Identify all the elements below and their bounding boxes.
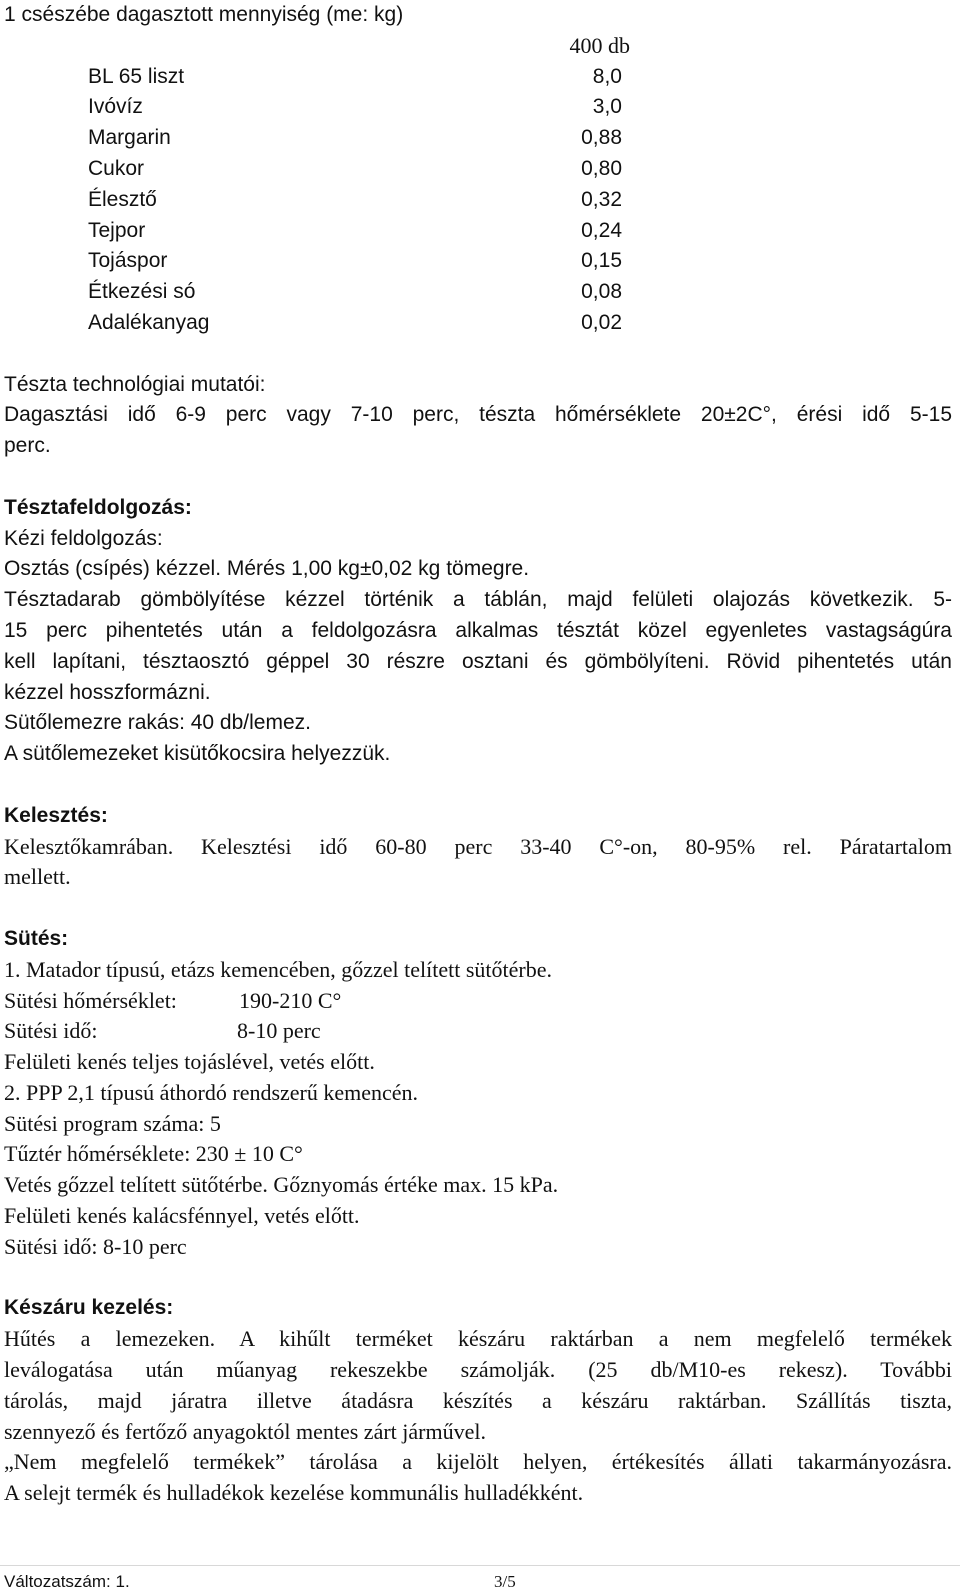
baking-line: Sütési program száma: 5 bbox=[4, 1110, 221, 1136]
ingredient-row bbox=[88, 154, 626, 185]
intro-line: 1 csészébe dagasztott mennyiség (me: kg) bbox=[4, 3, 404, 26]
proofing-line: mellett. bbox=[4, 864, 71, 890]
finished-goods-line: „Nem megfelelő termékek” tárolása a kijelölt helyen, értékesítés állati takarmányozásra. bbox=[4, 1449, 952, 1475]
processing-line: A sütőlemezeket kisütőkocsira helyezzük. bbox=[4, 742, 391, 766]
technology-line: perc. bbox=[4, 434, 51, 458]
ingredient-name: Cukor bbox=[88, 156, 145, 180]
baking-line: Sütési idő: 8-10 perc bbox=[4, 1233, 187, 1259]
baking-temperature-row bbox=[4, 986, 952, 1017]
document-page bbox=[4, 0, 952, 1509]
ingredient-row bbox=[88, 246, 626, 277]
footer-divider bbox=[0, 1565, 960, 1566]
ingredient-row bbox=[88, 123, 626, 154]
ingredient-name: Tojáspor bbox=[88, 249, 168, 273]
finished-goods-line: leválogatása után műanyag rekeszekbe számolják. (25 db/M10-es rekesz). További bbox=[4, 1357, 952, 1383]
ingredient-quantity: 0,08 bbox=[581, 280, 622, 304]
baking-line: Tűztér hőmérséklete: 230 ± 10 C° bbox=[4, 1141, 303, 1167]
baking-time-row bbox=[4, 1016, 952, 1047]
processing-line: 15 perc pihentetés után a feldolgozásra alkalmas tésztát közel egyenletes vastagságúra bbox=[4, 618, 952, 642]
page-footer bbox=[4, 1572, 516, 1592]
page-number: 3/5 bbox=[494, 1572, 516, 1591]
baking-time-label: Sütési idő: bbox=[4, 1018, 98, 1044]
ingredient-name: Margarin bbox=[88, 126, 171, 150]
ingredient-quantity: 3,0 bbox=[592, 95, 622, 119]
ingredient-row bbox=[88, 62, 626, 93]
version-label: Változatszám: 1. bbox=[4, 1572, 130, 1591]
ingredient-quantity: 0,88 bbox=[581, 126, 622, 150]
ingredient-row bbox=[88, 216, 626, 247]
processing-line: kell lapítani, tésztaosztó géppel 30 részre osztani és gömbölyíteni. Rövid pihentetés után bbox=[4, 649, 952, 673]
finished-goods-line: A selejt termék és hulladékok kezelése kommunális hulladékként. bbox=[4, 1480, 584, 1506]
ingredient-quantity: 8,0 bbox=[592, 64, 622, 88]
baking-line: Felületi kenés teljes tojáslével, vetés előtt. bbox=[4, 1049, 375, 1075]
ingredient-row bbox=[88, 308, 626, 339]
ingredient-name: Étkezési só bbox=[88, 280, 196, 304]
baking-temperature-value: 190-210 C° bbox=[239, 987, 342, 1013]
ingredient-quantity: 0,80 bbox=[581, 156, 622, 180]
finished-goods-line: Hűtés a lemezeken. A kihűlt terméket készáru raktárban a nem megfelelő termékek bbox=[4, 1326, 952, 1352]
ingredient-quantity: 0,02 bbox=[581, 310, 622, 334]
processing-line: kézzel hosszformázni. bbox=[4, 680, 211, 704]
ingredients-table bbox=[88, 62, 626, 339]
baking-time-value: 8-10 perc bbox=[237, 1018, 321, 1044]
ingredient-row bbox=[88, 185, 626, 216]
baking-line: 1. Matador típusú, etázs kemencében, gőzzel telített sütőtérbe. bbox=[4, 956, 552, 982]
ingredient-quantity: 0,32 bbox=[581, 187, 622, 211]
baking-temperature-label: Sütési hőmérséklet: bbox=[4, 987, 177, 1013]
ingredient-quantity: 0,24 bbox=[581, 218, 622, 242]
ingredient-name: Élesztő bbox=[88, 187, 157, 211]
ingredient-name: BL 65 liszt bbox=[88, 64, 185, 88]
ingredients-header: 400 db bbox=[569, 32, 630, 58]
ingredient-quantity: 0,15 bbox=[581, 249, 622, 273]
processing-line: Sütőlemezre rakás: 40 db/lemez. bbox=[4, 711, 311, 735]
ingredient-row bbox=[88, 277, 626, 308]
proofing-heading: Kelesztés: bbox=[4, 803, 108, 827]
processing-subheading: Kézi feldolgozás: bbox=[4, 526, 163, 550]
ingredient-name: Ivóvíz bbox=[88, 95, 143, 119]
processing-line: Osztás (csípés) kézzel. Mérés 1,00 kg±0,02 kg tömegre. bbox=[4, 557, 530, 581]
processing-heading: Tésztafeldolgozás: bbox=[4, 495, 192, 519]
ingredient-row bbox=[88, 92, 626, 123]
baking-heading: Sütés: bbox=[4, 926, 69, 950]
finished-goods-heading: Készáru kezelés: bbox=[4, 1296, 174, 1320]
finished-goods-line: tárolás, majd járatra illetve átadásra készítés a készáru raktárban. Szállítás tiszta, bbox=[4, 1387, 952, 1413]
proofing-line: Kelesztőkamrában. Kelesztési idő 60-80 perc 33-40 C°-on, 80-95% rel. Páratartalom bbox=[4, 833, 952, 859]
technology-line: Dagasztási idő 6-9 perc vagy 7-10 perc, tészta hőmérséklete 20±2C°, érési idő 5-15 bbox=[4, 403, 952, 427]
ingredient-name: Tejpor bbox=[88, 218, 146, 242]
baking-line: Felületi kenés kalácsfénnyel, vetés előtt. bbox=[4, 1203, 360, 1229]
baking-line: Vetés gőzzel telített sütőtérbe. Gőznyomás értéke max. 15 kPa. bbox=[4, 1172, 559, 1198]
processing-line: Tésztadarab gömbölyítése kézzel történik a táblán, majd felületi olajozás következik. 5- bbox=[4, 588, 952, 612]
baking-line: 2. PPP 2,1 típusú áthordó rendszerű kemencén. bbox=[4, 1079, 419, 1105]
technology-title: Tészta technológiai mutatói: bbox=[4, 372, 266, 396]
ingredient-name: Adalékanyag bbox=[88, 310, 210, 334]
finished-goods-line: szennyező és fertőző anyagoktól mentes zárt járművel. bbox=[4, 1418, 486, 1444]
